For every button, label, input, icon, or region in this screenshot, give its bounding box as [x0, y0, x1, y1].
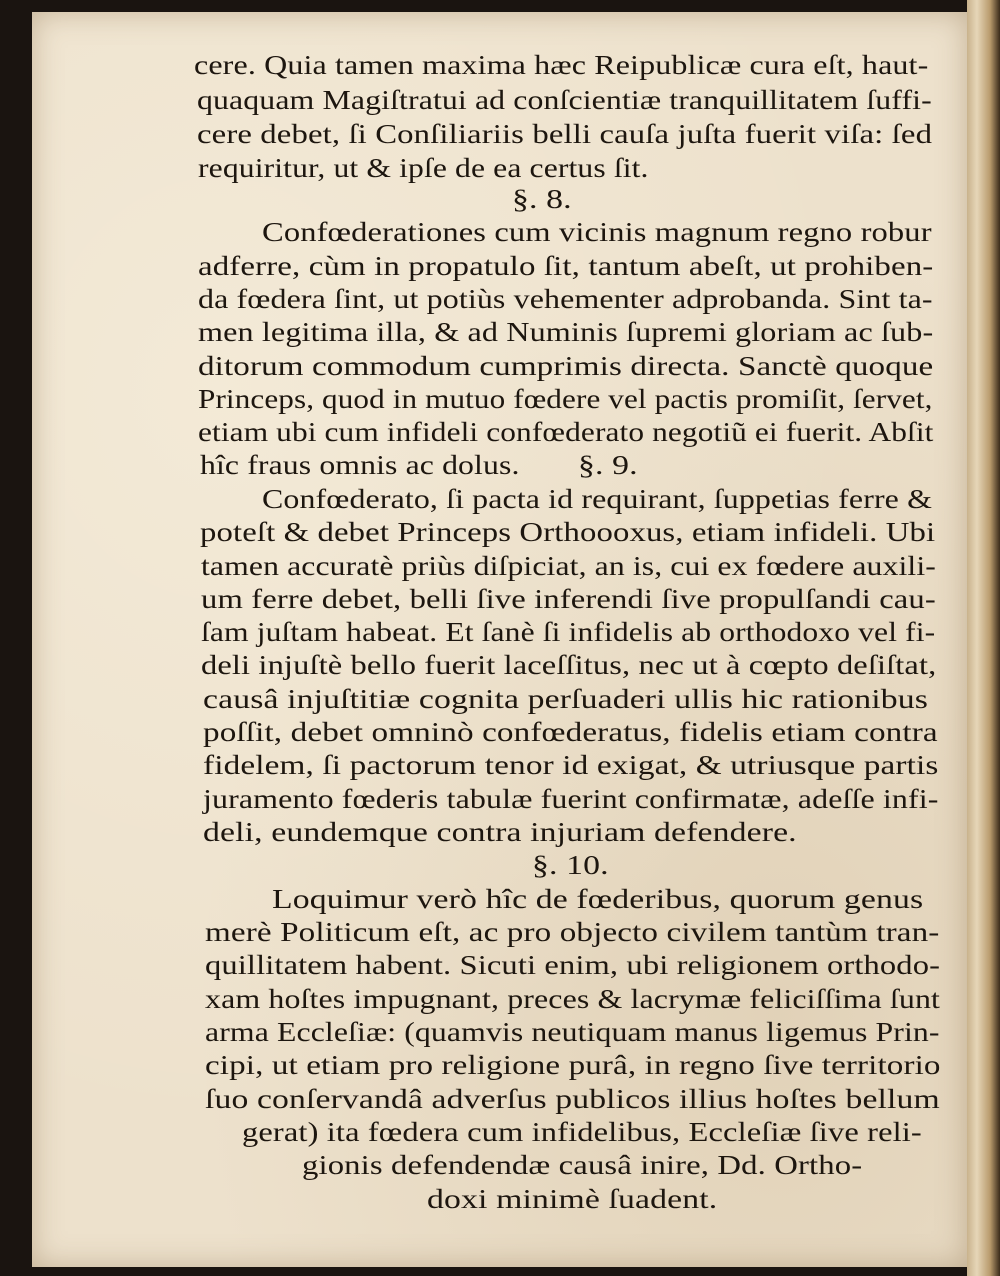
text-line: cere debet, ſi Conſiliariis belli cauſa juſta fuerit viſa: ſed [197, 119, 933, 149]
text-line: ſam juſtam habeat. Et ſanè ſi infidelis ab orthodoxo vel fi- [201, 617, 936, 647]
text-line: requiritur, ut & ipſe de ea certus ſit. [198, 153, 649, 183]
section-heading: §. 10. [532, 850, 609, 880]
text-line: gionis defendendæ causâ inire, Dd. Ortho- [302, 1150, 863, 1180]
text-line: adferre, cùm in propatulo ſit, tantum abeſt, ut prohiben- [198, 251, 934, 281]
text-line: quaquam Magiſtratui ad conſcientiæ tranquillitatem ſuffi- [197, 85, 932, 115]
text-line: deli, eundemque contra injuriam defendere. [203, 817, 797, 847]
text-line: cere. Quia tamen maxima hæc Reipublicæ cura eſt, haut- [194, 50, 929, 80]
text-line: poteſt & debet Princeps Orthoooxus, etiam infideli. Ubi [200, 517, 936, 547]
text-line: arma Eccleſiæ: (quamvis neutiquam manus ligemus Prin- [205, 1017, 940, 1047]
section-heading: §. 8. [512, 184, 572, 214]
text-line: juramento fœderis tabulæ fuerint confirmatæ, adeſſe infi- [203, 784, 939, 814]
text-line: da fœdera ſint, ut potiùs vehementer adprobanda. Sint ta- [198, 284, 933, 314]
text-line: ſuo conſervandâ adverſus publicos illius hoſtes bellum [205, 1084, 940, 1114]
text-line: Loquimur verò hîc de fœderibus, quorum genus [272, 884, 924, 914]
text-line: deli injuſtè bello fuerit laceſſitus, nec ut à cœpto deſiſtat, [201, 650, 937, 680]
text-line: tamen accuratè priùs diſpiciat, an is, cui ex fœdere auxili- [201, 551, 936, 581]
text-line: cipi, ut etiam pro religione purâ, in regno ſive territorio [205, 1050, 941, 1080]
text-line: xam hoſtes impugnant, preces & lacrymæ feliciſſima ſunt [205, 984, 941, 1014]
text-line: causâ injuſtitiæ cognita perſuaderi ullis hic rationibus [203, 684, 928, 714]
text-line: men legitima illa, & ad Numinis ſupremi gloriam ac ſub- [198, 317, 934, 347]
text-line: Princeps, quod in mutuo fœdere vel pactis promiſit, ſervet, [198, 384, 933, 414]
text-line: doxi minimè ſuadent. [427, 1184, 718, 1214]
text-line: hîc fraus omnis ac dolus. [200, 450, 520, 480]
text-line: quillitatem habent. Sicuti enim, ubi religionem orthodo- [205, 950, 941, 980]
text-line: fidelem, ſi pactorum tenor id exigat, & utriusque partis [203, 750, 939, 780]
text-line: poſſit, debet omninò confœderatus, fidelis etiam contra [203, 717, 938, 747]
text-line: Confœderato, ſi pacta id requirant, ſuppetias ferre & [262, 484, 933, 514]
text-line: etiam ubi cum infideli confœderato negotiũ ei fuerit. Abſit [198, 417, 934, 447]
text-line: ditorum commodum cumprimis directa. Sanctè quoque [198, 351, 934, 381]
section-heading: §. 9. [578, 450, 638, 480]
text-line: Confœderationes cum vicinis magnum regno robur [262, 217, 932, 247]
text-line: gerat) ita fœdera cum infidelibus, Eccleſiæ ſive reli- [242, 1117, 922, 1147]
text-line: merè Politicum eſt, ac pro objecto civilem tantùm tran- [205, 917, 940, 947]
text-line: um ferre debet, belli ſive inferendi ſive propulſandi cau- [201, 584, 936, 614]
